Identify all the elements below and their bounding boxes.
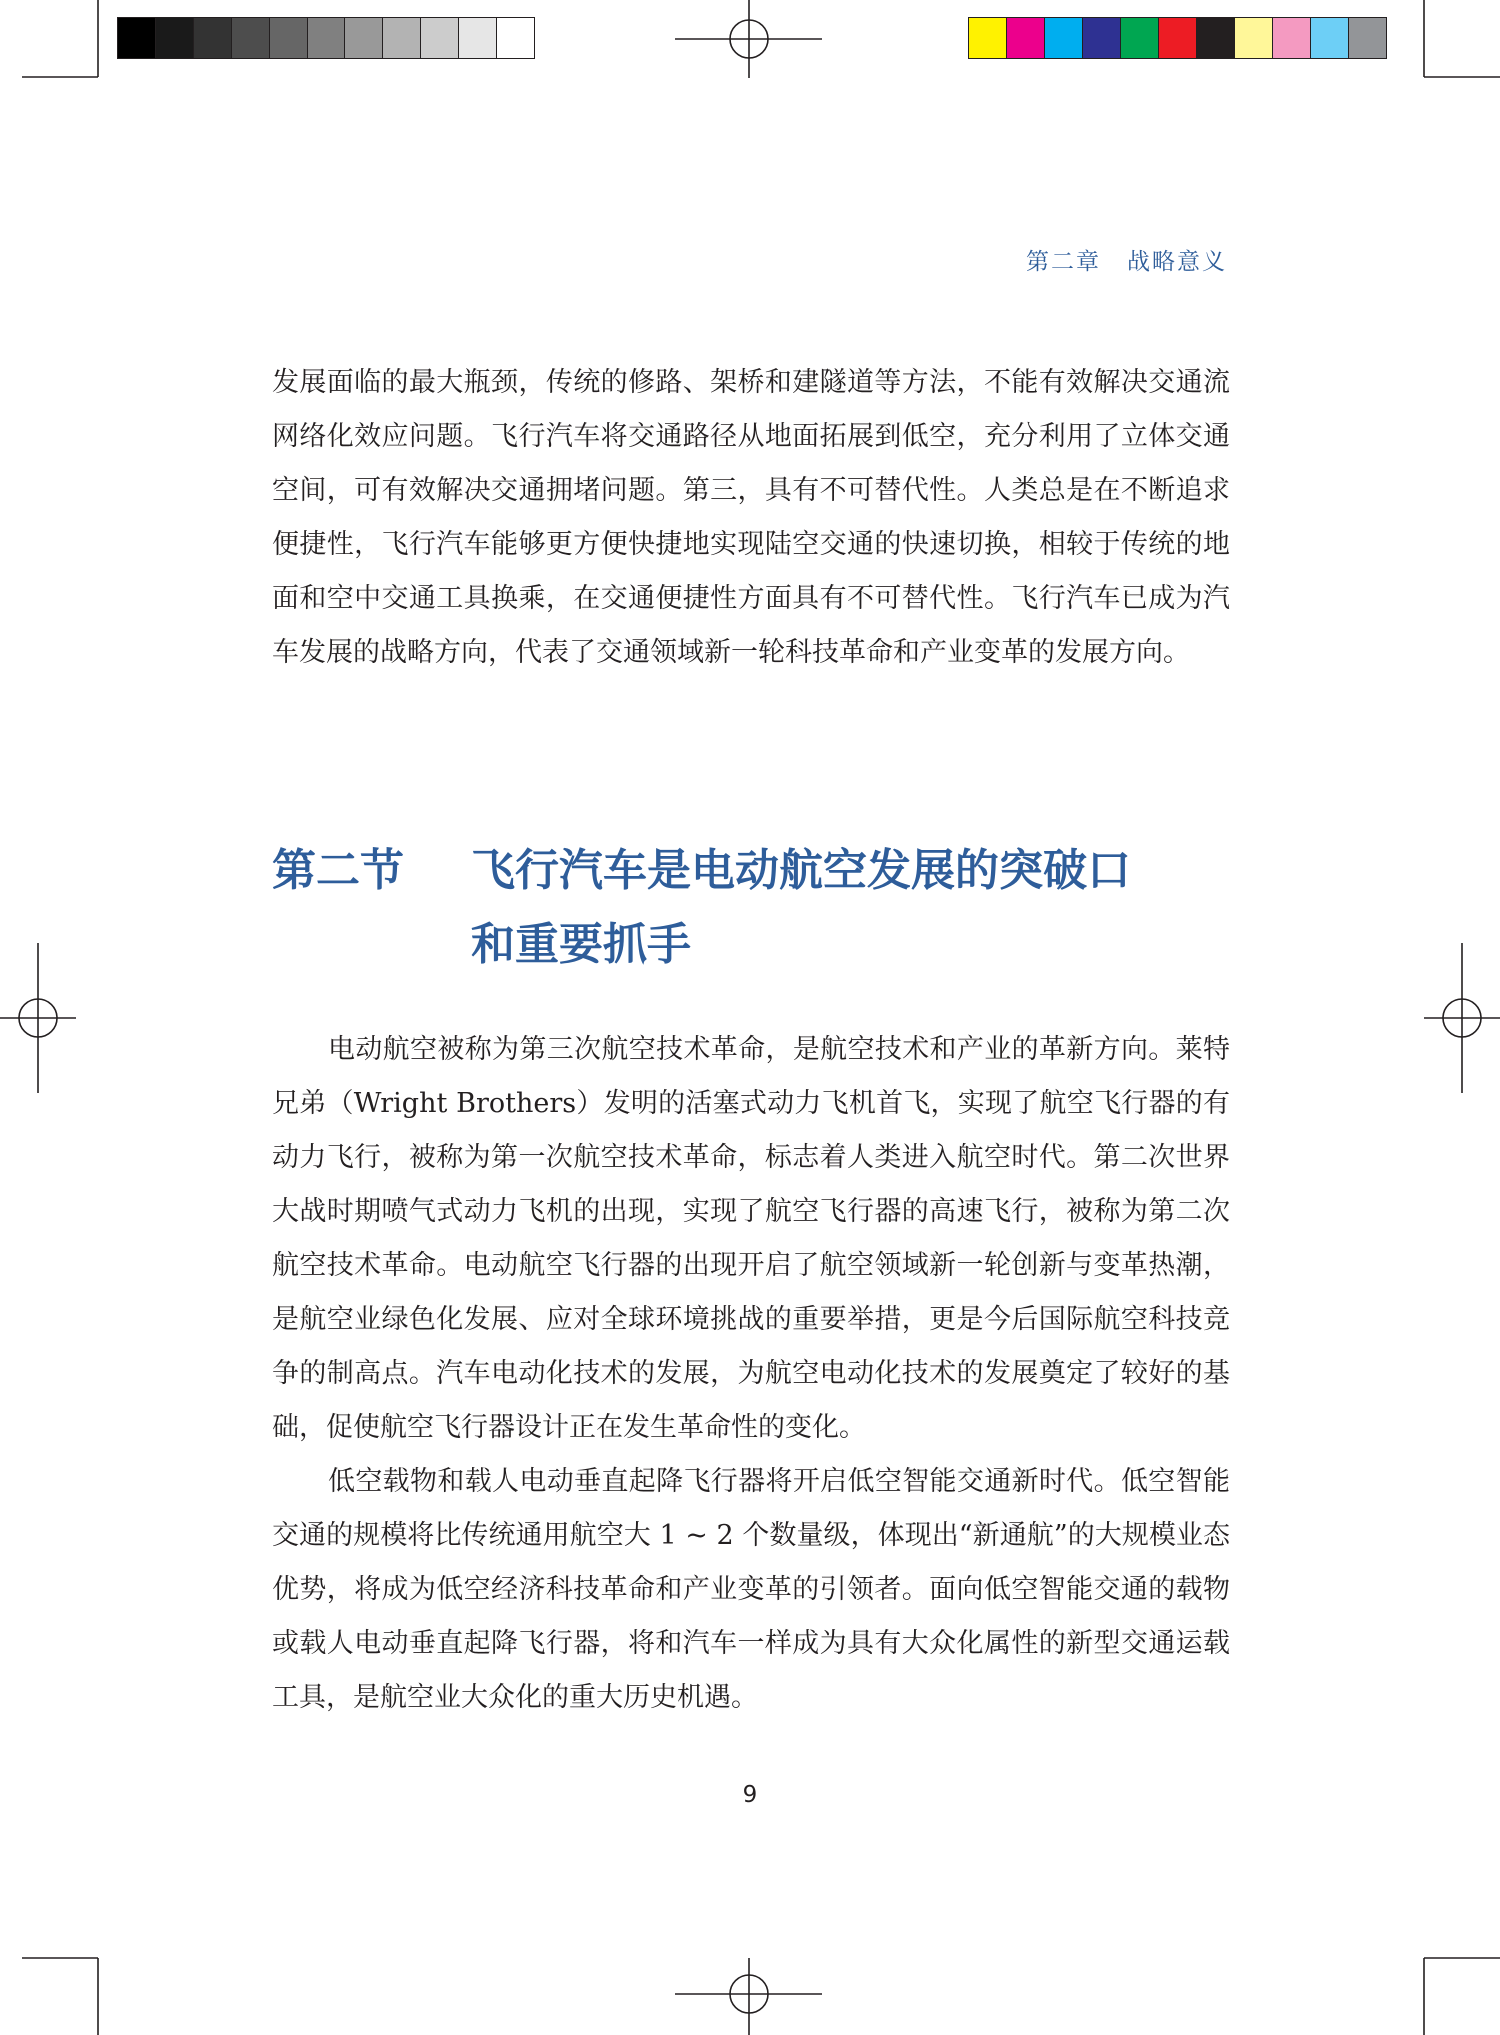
- color-swatch: [1083, 18, 1121, 58]
- color-swatch: [1197, 18, 1235, 58]
- color-swatch: [383, 18, 421, 58]
- color-swatch: [1311, 18, 1349, 58]
- process-color-bar: [968, 17, 1387, 59]
- page-number: 9: [742, 1782, 758, 1808]
- color-swatch: [1121, 18, 1159, 58]
- color-swatch: [270, 18, 308, 58]
- color-swatch: [194, 18, 232, 58]
- color-swatch: [969, 18, 1007, 58]
- color-swatch: [1007, 18, 1045, 58]
- color-swatch: [118, 18, 156, 58]
- color-swatch: [1045, 18, 1083, 58]
- registration-mark-left: [0, 943, 76, 1093]
- color-swatch: [497, 18, 534, 58]
- paragraph: 电动航空被称为第三次航空技术革命，是航空技术和产业的革新方向。莱特兄弟（Wright Brothers）发明的活塞式动力飞机首飞，实现了航空飞行器的有动力飞行，被称为第一次航空技术革命，标志着人类进入航空时代。第二次世界大战时期喷气式动力飞机的出现，实现了航空飞行器的高速飞行，被称为第二次航空技术革命。电动航空飞行器的出现开启了航空领域新一轮创新与变革热潮，是航空业绿色化发展、应对全球环境挑战的重要举措，更是今后国际航空科技竞争的制高点。汽车电动化技术的发展，为航空电动化技术的发展奠定了较好的基础，促使航空飞行器设计正在发生革命性的变化。: [272, 1034, 1230, 1443]
- running-head-title: 战略意义: [1127, 249, 1227, 275]
- color-swatch: [421, 18, 459, 58]
- section-heading: [272, 834, 1230, 982]
- registration-mark-top: [675, 0, 822, 78]
- top-paragraphs: [272, 356, 1230, 680]
- paragraph: 发展面临的最大瓶颈，传统的修路、架桥和建隧道等方法，不能有效解决交通流网络化效应问题。飞行汽车将交通路径从地面拓展到低空，充分利用了立体交通空间，可有效解决交通拥堵问题。第三，具有不可替代性。人类总是在不断追求便捷性，飞行汽车能够更方便快捷地实现陆空交通的快速切换，相较于传统的地面和空中交通工具换乘，在交通便捷性方面具有不可替代性。飞行汽车已成为汽车发展的战略方向，代表了交通领域新一轮科技革命和产业变革的发展方向。: [272, 367, 1230, 668]
- paragraph: 低空载物和载人电动垂直起降飞行器将开启低空智能交通新时代。低空智能交通的规模将比传统通用航空大 1 ~ 2 个数量级，体现出“新通航”的大规模业态优势，将成为低空经济科技革命和产业变革的引领者。面向低空智能交通的载物或载人电动垂直起降飞行器，将和汽车一样成为具有大众化属性的新型交通运载工具，是航空业大众化的重大历史机遇。: [272, 1466, 1230, 1713]
- color-swatch: [459, 18, 497, 58]
- section-title-line1: 飞行汽车是电动航空发展的突破口: [471, 845, 1131, 896]
- section-number: 第二节: [272, 845, 404, 896]
- color-swatch: [308, 18, 346, 58]
- section-title-line2: 和重要抓手: [471, 919, 691, 970]
- grayscale-color-bar: [117, 17, 535, 59]
- color-swatch: [232, 18, 270, 58]
- running-head-chapter: 第二章: [1026, 249, 1101, 275]
- color-swatch: [1159, 18, 1197, 58]
- registration-mark-bottom: [675, 1958, 822, 2035]
- registration-mark-right: [1424, 943, 1500, 1093]
- color-swatch: [345, 18, 383, 58]
- body-paragraphs: [272, 1023, 1230, 1725]
- color-swatch: [1349, 18, 1386, 58]
- running-head: [1026, 243, 1227, 276]
- color-swatch: [156, 18, 194, 58]
- color-swatch: [1273, 18, 1311, 58]
- color-swatch: [1235, 18, 1273, 58]
